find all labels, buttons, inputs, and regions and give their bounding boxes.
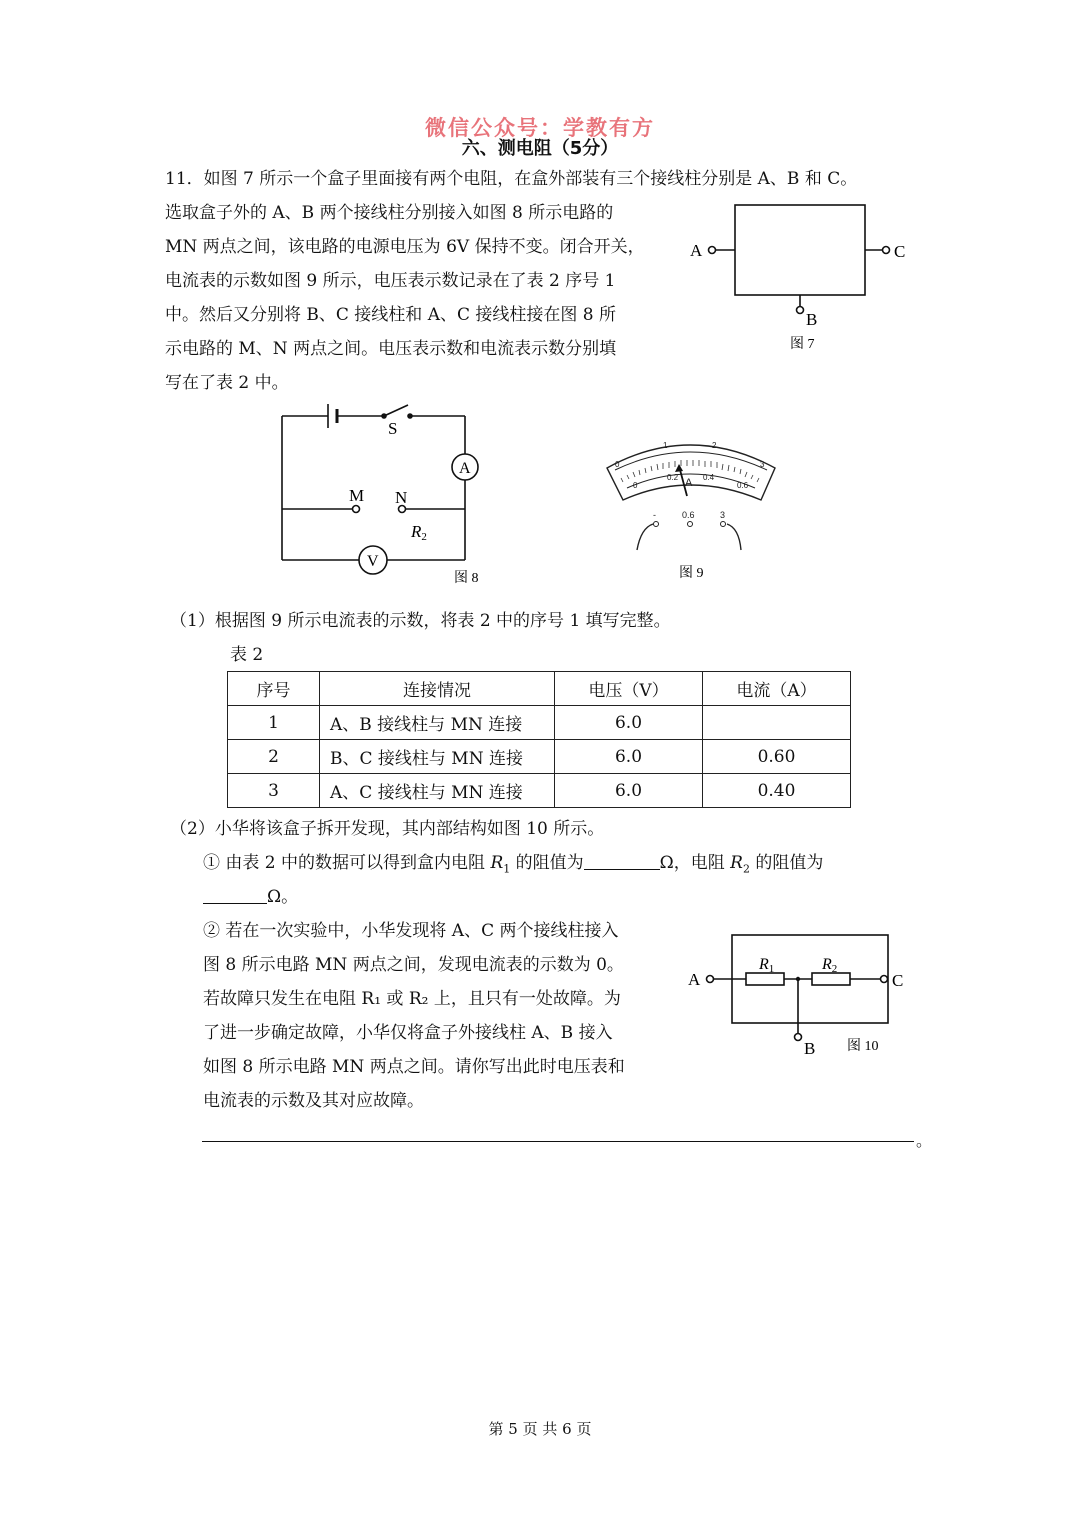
watermark: 微信公众号：学教有方 bbox=[425, 116, 655, 140]
figure-8-caption: 图 8 bbox=[454, 571, 479, 586]
r2-subscript: 2 bbox=[831, 963, 838, 975]
terminal-leads bbox=[637, 524, 741, 550]
svg-text:R1 bbox=[758, 956, 774, 975]
q2-2-line-6: 电流表的示数及其对应故障。 bbox=[203, 1091, 424, 1111]
q11-line-7: 写在了表 2 中。 bbox=[165, 373, 289, 393]
table-label: 表 2 bbox=[230, 645, 264, 665]
top-scale-0: 0 bbox=[615, 460, 620, 469]
bottom-scale-0: 0 bbox=[633, 481, 638, 490]
q2-2-line-1: ② 若在一次实验中，小华发现将 A、C 两个接线柱接入 bbox=[203, 921, 619, 941]
q2-1-unit2: Ω。 bbox=[267, 887, 299, 907]
figure-7 bbox=[680, 195, 920, 360]
ammeter-label: A bbox=[459, 460, 471, 477]
table-header-row bbox=[228, 672, 851, 706]
question-2-2-text bbox=[203, 914, 625, 1118]
cell-index: 2 bbox=[228, 740, 320, 774]
q11-line-4: 电流表的示数如图 9 所示，电压表示数记录在了表 2 序号 1 bbox=[165, 271, 616, 291]
question-1-text: （1）根据图 9 所示电流表的示数，将表 2 中的序号 1 填写完整。 bbox=[170, 611, 671, 631]
answer-line[interactable] bbox=[202, 1141, 914, 1142]
dial-face bbox=[607, 445, 775, 500]
cell-voltage: 6.0 bbox=[555, 774, 703, 808]
svg-text:R2 bbox=[410, 522, 427, 543]
q2-1-part1: ① 由表 2 中的数据可以得到盒内电阻 bbox=[203, 853, 491, 873]
r1-answer-blank[interactable] bbox=[584, 851, 660, 870]
terminal-c-label: C bbox=[894, 242, 906, 261]
r2-answer-blank[interactable] bbox=[203, 885, 267, 904]
q2-2-line-5: 如图 8 所示电路 MN 两点之间。请你写出此时电压表和 bbox=[203, 1057, 625, 1077]
top-scale-2: 2 bbox=[712, 441, 717, 450]
r2-label: R bbox=[822, 956, 832, 973]
terminal-c-label: C bbox=[892, 971, 904, 990]
answer-period: 。 bbox=[916, 1131, 933, 1150]
header-voltage: 电压（V） bbox=[555, 672, 703, 706]
box-rect bbox=[735, 205, 865, 295]
q2-2-line-2: 图 8 所示电路 MN 两点之间，发现电流表的示数为 0。 bbox=[203, 955, 624, 975]
q11-line-3: MN 两点之间，该电路的电源电压为 6V 保持不变。闭合开关， bbox=[165, 237, 645, 257]
bottom-scale-02: 0.2 bbox=[667, 473, 679, 482]
figure-9-caption: 图 9 bbox=[679, 566, 704, 581]
q2-2-line-4: 了进一步确定故障，小华仅将盒子外接线柱 A、B 接入 bbox=[203, 1023, 613, 1043]
bottom-scale-06: 0.6 bbox=[737, 481, 749, 490]
r2-label: R bbox=[411, 522, 422, 541]
m-label: M bbox=[349, 486, 365, 505]
top-scale-1: 1 bbox=[663, 441, 668, 450]
cell-index: 3 bbox=[228, 774, 320, 808]
q2-1-part2: 的阻值为 bbox=[510, 853, 584, 873]
table-row bbox=[228, 774, 851, 808]
cell-current: 0.40 bbox=[703, 774, 851, 808]
dial-unit: A bbox=[685, 477, 693, 489]
q11-line-2: 选取盒子外的 A、B 两个接线柱分别接入如图 8 所示电路的 bbox=[165, 203, 614, 223]
cell-connection: B、C 接线柱与 MN 连接 bbox=[320, 740, 555, 774]
q11-line-6: 示电路的 M、N 两点之间。电压表示数和电流表示数分别填 bbox=[165, 339, 617, 359]
r1-resistor bbox=[746, 973, 784, 985]
table-row bbox=[228, 706, 851, 740]
switch-label: S bbox=[388, 419, 398, 438]
question-2-intro: （2）小华将该盒子拆开发现，其内部结构如图 10 所示。 bbox=[170, 819, 605, 839]
n-label: N bbox=[395, 488, 408, 507]
terminal-b-label: B bbox=[804, 1039, 816, 1058]
figure-9 bbox=[595, 430, 795, 590]
cell-current-blank[interactable] bbox=[703, 706, 851, 740]
table-row bbox=[228, 740, 851, 774]
q2-2-line-3: 若故障只发生在电阻 R₁ 或 R₂ 上，且只有一处故障。为 bbox=[203, 989, 621, 1009]
cell-voltage: 6.0 bbox=[555, 706, 703, 740]
figure-8 bbox=[270, 398, 510, 588]
r2-symbol: R bbox=[730, 853, 743, 873]
section-title: 六、测电阻（5分） bbox=[461, 138, 619, 159]
r1-subscript: 1 bbox=[768, 963, 775, 975]
r1-label: R bbox=[759, 956, 769, 973]
cell-connection: A、B 接线柱与 MN 连接 bbox=[320, 706, 555, 740]
r1-subscript: 1 bbox=[503, 862, 511, 876]
bottom-scale-04: 0.4 bbox=[703, 473, 715, 482]
q2-1-part3: 的阻值为 bbox=[749, 853, 824, 873]
q11-line-1: 11．如图 7 所示一个盒子里面接有两个电阻，在盒外部装有三个接线柱分别是 A、B 和 C。 bbox=[165, 169, 858, 189]
voltmeter-label: V bbox=[367, 553, 379, 570]
cell-voltage: 6.0 bbox=[555, 740, 703, 774]
top-scale-3: 3 bbox=[760, 460, 765, 469]
cell-current: 0.60 bbox=[703, 740, 851, 774]
terminal-b-label: B bbox=[806, 310, 818, 329]
q11-line-5: 中。然后又分别将 B、C 接线柱和 A、C 接线柱接在图 8 所 bbox=[165, 305, 617, 325]
figure-7-caption: 图 7 bbox=[790, 337, 815, 352]
header-connection: 连接情况 bbox=[320, 672, 555, 706]
cell-index: 1 bbox=[228, 706, 320, 740]
question-2-1-line-2 bbox=[203, 880, 298, 914]
terminal-06: 0.6 bbox=[682, 510, 695, 520]
terminal-3: 3 bbox=[720, 510, 726, 520]
header-current: 电流（A） bbox=[703, 672, 851, 706]
page-footer: 第 5 页 共 6 页 bbox=[488, 1420, 592, 1438]
table-2 bbox=[227, 671, 851, 808]
q2-1-unit1: Ω，电阻 bbox=[659, 853, 731, 873]
figure-10-caption: 图 10 bbox=[847, 1039, 879, 1054]
header-index: 序号 bbox=[228, 672, 320, 706]
terminal-minus: - bbox=[653, 510, 656, 520]
r2-subscript: 2 bbox=[742, 862, 750, 876]
figure-10 bbox=[682, 930, 922, 1060]
r2-subscript: 2 bbox=[421, 531, 427, 543]
svg-text:R2 bbox=[821, 956, 837, 975]
r1-symbol: R bbox=[490, 853, 504, 873]
terminal-a-label: A bbox=[690, 241, 703, 260]
cell-connection: A、C 接线柱与 MN 连接 bbox=[320, 774, 555, 808]
terminal-a-label: A bbox=[688, 970, 701, 989]
